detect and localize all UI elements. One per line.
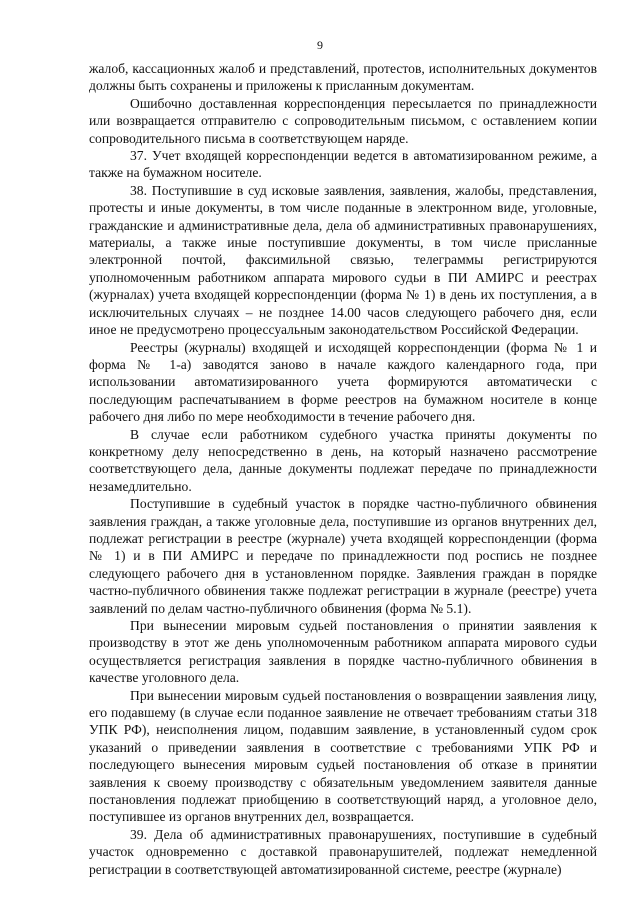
paragraph-7: Поступившие в судебный участок в порядке частно-публичного обвинения заявления граждан, а также уголовные дела, поступившие из органов внутренних дел, подлежат регистрации в реестре (журнале) учета входящей корреспонденции (форма № 1) и в ПИ АМИРС и передаче по принадлежности под роспись не позднее следующего рабочего дня в установленном порядке. Заявления граждан в порядке частно-публичного обвинения также подлежат регистрации в журнале (реестре) учета заявлений по делам частно-публичного обвинения (форма № 5.1). xyxy=(89,496,597,616)
document-body xyxy=(89,60,597,878)
paragraph-5: Реестры (журналы) входящей и исходящей корреспонденции (форма № 1 и форма № 1-а) заводятся заново в начале каждого календарного года, при использовании автоматизированного учета формируются автоматически с последующим распечатыванием в форме реестров на бумажном носителе в конце рабочего дня либо по мере необходимости в течение рабочего дня. xyxy=(89,339,597,425)
paragraph-6: В случае если работником судебного участка приняты документы по конкретному делу непосредственно в день, на который назначено рассмотрение соответствующего дела, данные документы подлежат передаче по принадлежности незамедлительно. xyxy=(89,426,597,494)
paragraph-9: При вынесении мировым судьей постановления о возвращении заявления лицу, его подавшему (в случае если поданное заявление не отвечает требованиям статьи 318 УПК РФ), неисполнения лицом, подавшим заявление, в установленный судом срок указаний о приведении заявления в соответствие с требованиями УПК РФ и последующего вынесения мировым судьей постановления об отказе в принятии заявления к своему производству с обязательным уведомлением заявителя данные постановления подлежат приобщению в соответствующий наряд, а уголовное дело, поступившее из органов внутренних дел, возвращается. xyxy=(89,687,597,825)
paragraph-4: 38. Поступившие в суд исковые заявления, заявления, жалобы, представления, протесты и иные документы, в том числе поданные в электронном виде, уголовные, гражданские и административные дела, дела об административных правонарушениях, материалы, а также иные поступившие документы, в том числе присланные электронной почтой, факсимильной связью, телеграммы регистрируются уполномоченным работником аппарата мирового судьи в ПИ АМИРС и реестрах (журналах) учета входящей корреспонденции (форма № 1) в день их поступления, а в исключительных случаях – не позднее 14.00 часов следующего рабочего дня, если иное не предусмотрено процессуальным законодательством Российской Федерации. xyxy=(89,182,597,338)
paragraph-3: 37. Учет входящей корреспонденции ведется в автоматизированном режиме, а также на бумажном носителе. xyxy=(89,148,597,181)
paragraph-2: Ошибочно доставленная корреспонденция пересылается по принадлежности или возвращается отправителю с сопроводительным письмом, с оставлением копии сопроводительного письма в соответствующем наряде. xyxy=(89,95,597,146)
paragraph-10: 39. Дела об административных правонарушениях, поступившие в судебный участок одновременно с доставкой правонарушителей, подлежат немедленной регистрации в соответствующей автоматизированной системе, реестре (журнале) xyxy=(89,826,597,877)
paragraph-1: жалоб, кассационных жалоб и представлений, протестов, исполнительных документов должны быть сохранены и приложены к присланным документам. xyxy=(89,61,597,94)
paragraph-8: При вынесении мировым судьей постановления о принятии заявления к производству в этот же день уполномоченным работником аппарата мирового судьи осуществляется регистрация заявления в порядке частно-публичного обвинения в качестве уголовного дела. xyxy=(89,618,597,686)
page-number: 9 xyxy=(317,38,323,52)
